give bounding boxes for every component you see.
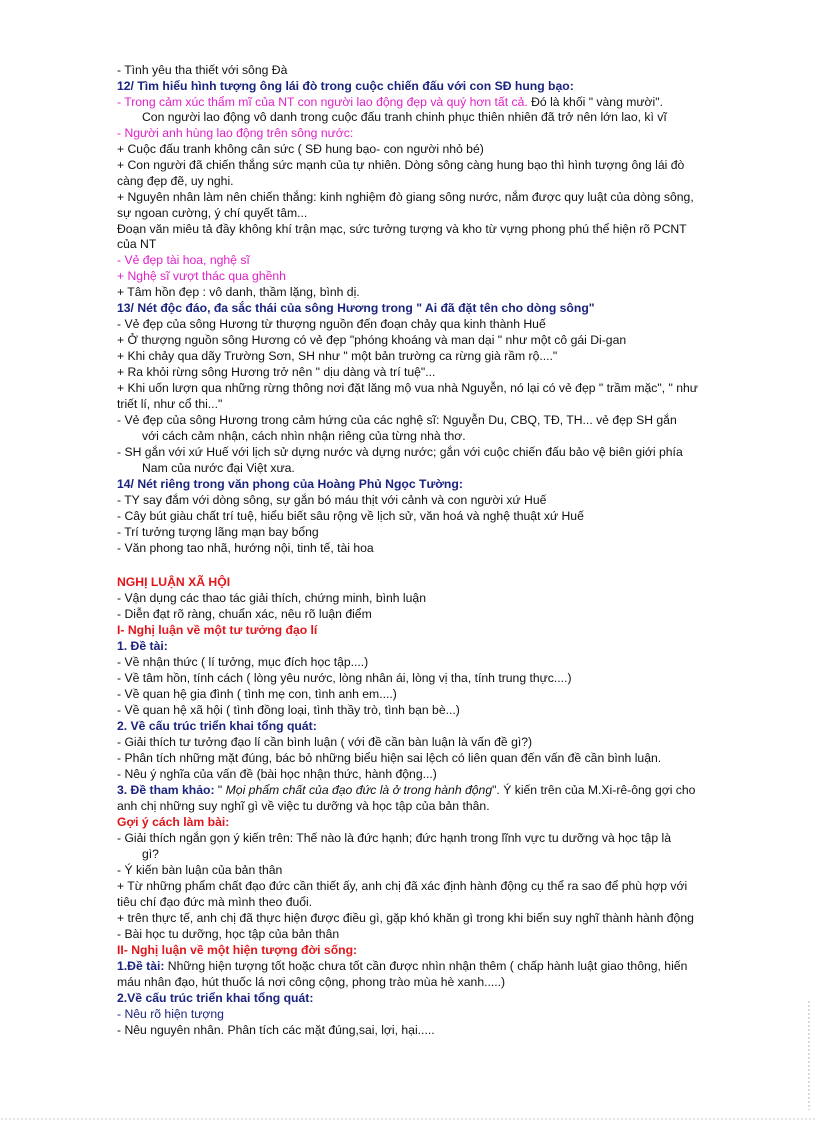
text-line: - Người anh hùng lao động trên sông nước:: [117, 126, 354, 140]
text-line: Đoạn văn miêu tả đầy không khí trận mạc, sức tưởng tượng và kho từ vựng phong phú thể hiện rõ PCNT: [117, 222, 687, 236]
text-line: + Khi uốn lượn qua những rừng thông nơi đặt lăng mộ vua nhà Nguyễn, nó lại có vẻ đẹp " trầm mặc", " như: [117, 381, 698, 395]
text-line: - TY say đắm với dòng sông, sự gắn bó máu thịt với cảnh và con người xứ Huế: [117, 493, 547, 507]
text-line: - Trong cảm xúc thẩm mĩ của NT con người lao động đẹp và quý hơn tất cả. Đó là khối " vàng mười".: [117, 95, 663, 109]
text-line: 14/ Nét riêng trong văn phong của Hoàng Phủ Ngọc Tường:: [117, 477, 463, 491]
text-line: - Giải thích tư tưởng đạo lí cần bình luận ( với đề cần bàn luận là vấn đề gì?): [117, 735, 533, 749]
text-line: - Về tâm hồn, tính cách ( lòng yêu nước, lòng nhân ái, lòng vị tha, tính trung thực....): [117, 671, 572, 685]
text-line: - SH gắn với xứ Huế với lịch sử dựng nước và dựng nước; gắn với cuộc chiến đấu bảo vệ biên giới phía: [117, 445, 683, 459]
text-line: - Nêu ý nghĩa của vấn đề (bài học nhận thức, hành động...): [117, 767, 437, 781]
text-line: 3. Đề tham khảo: " Mọi phẩm chất của đạo đức là ở trong hành động". Ý kiến trên của M.Xi-rê-ông gợi cho: [117, 783, 696, 797]
text-line: 2. Về cấu trúc triển khai tổng quát:: [117, 719, 317, 733]
text-line: - Nêu rõ hiện tượng: [117, 1007, 224, 1021]
text-line: + Ra khỏi rừng sông Hương trở nên " dịu dàng và trí tuệ"...: [117, 365, 436, 379]
text-line: - Phân tích những mặt đúng, bác bỏ những biểu hiện sai lệch có liên quan đến vấn đề cần bình luận.: [117, 751, 662, 765]
text-line: I- Nghị luận về một tư tưởng đạo lí: [117, 623, 318, 637]
text-line: - Về quan hệ gia đình ( tình mẹ con, tình anh em....): [117, 687, 397, 701]
text-line: NGHỊ LUẬN XÃ HỘI: [117, 575, 231, 589]
text-line: sự ngoan cường, ý chí quyết tâm...: [117, 206, 308, 220]
text-line: II- Nghị luận về một hiện tượng đời sống:: [117, 943, 358, 957]
text-line: 1. Đề tài:: [117, 639, 168, 653]
text-line: - Ý kiến bàn luận của bản thân: [117, 863, 283, 877]
text-line: càng đẹp đẽ, uy nghi.: [117, 174, 234, 188]
text-line: - Vận dụng các thao tác giải thích, chứng minh, bình luận: [117, 591, 426, 605]
text-line: - Trí tưởng tượng lãng mạn bay bổng: [117, 525, 319, 539]
text-line: + Khi chảy qua dãy Trường Sơn, SH như " một bản trường ca rừng già rầm rộ....": [117, 349, 558, 363]
text-line: + Nghệ sĩ vượt thác qua ghềnh: [117, 269, 286, 283]
text-line: máu nhân đạo, hút thuốc lá nơi công cộng, phong trào mùa hè xanh.....): [117, 975, 506, 989]
text-line: - Nêu nguyên nhân. Phân tích các mặt đúng,sai, lợi, hại.....: [117, 1023, 435, 1037]
text-line: Nam của nước đại Việt xưa.: [142, 461, 295, 475]
text-line: với cách cảm nhận, cách nhìn nhận riêng của từng nhà thơ.: [142, 429, 466, 443]
text-line: - Vẻ đẹp của sông Hương trong cảm hứng của các nghệ sĩ: Nguyễn Du, CBQ, TĐ, TH... vẻ đẹp SH gắn: [117, 413, 677, 427]
text-line: + Nguyên nhân làm nên chiến thắng: kinh nghiệm đò giang sông nước, nắm được quy luật của dòng sông,: [117, 190, 694, 204]
text-line: - Vẻ đẹp tài hoa, nghệ sĩ: [117, 253, 250, 267]
text-line: + Ở thượng nguồn sông Hương có vẻ đẹp "phóng khoáng và man dại " như một cô gái Di-gan: [117, 333, 627, 347]
text-line: - Về nhận thức ( lí tưởng, mục đích học tập....): [117, 655, 369, 669]
text-line: 2.Về cấu trúc triển khai tổng quát:: [117, 991, 314, 1005]
text-line: - Tình yêu tha thiết với sông Đà: [117, 63, 288, 77]
text-line: + Cuộc đấu tranh không cân sức ( SĐ hung bạo- con người nhỏ bé): [117, 142, 484, 156]
text-line: 13/ Nét độc đáo, đa sắc thái của sông Hương trong " Ai đã đặt tên cho dòng sông": [117, 301, 595, 315]
right-dotted-rule: [808, 1000, 810, 1110]
footer-dotted-rule: [0, 1118, 816, 1120]
text-line: triết lí, như cổ thi...": [117, 397, 223, 411]
text-line: + Tâm hồn đẹp : vô danh, thầm lặng, bình dị.: [117, 285, 360, 299]
text-line: - Về quan hệ xã hội ( tình đồng loại, tình thầy trò, tình bạn bè...): [117, 703, 460, 717]
text-line: + trên thực tế, anh chị đã thực hiện được điều gì, gặp khó khăn gì trong khi biến suy nghĩ thành hành động: [117, 911, 694, 925]
text-line: gì?: [142, 847, 159, 861]
text-line: + Từ những phẩm chất đạo đức cần thiết ấy, anh chị đã xác định hành động cụ thể ra sao để phù hợp với: [117, 879, 688, 893]
text-line: 12/ Tìm hiểu hình tượng ông lái đò trong cuộc chiến đấu với con SĐ hung bạo:: [117, 79, 574, 93]
text-line: Gợi ý cách làm bài:: [117, 815, 230, 829]
text-line: + Con người đã chiến thắng sức mạnh của tự nhiên. Dòng sông càng hung bạo thì hình tượng ông lái đò: [117, 158, 685, 172]
text-line: - Văn phong tao nhã, hướng nội, tinh tế, tài hoa: [117, 541, 374, 555]
text-line: - Diễn đạt rõ ràng, chuẩn xác, nêu rõ luận điểm: [117, 607, 372, 621]
text-line: - Bài học tu dưỡng, học tập của bản thân: [117, 927, 340, 941]
text-line: - Cây bút giàu chất trí tuệ, hiểu biết sâu rộng về lịch sử, văn hoá và nghệ thuật xứ Huế: [117, 509, 584, 523]
text-line: 1.Đề tài: Những hiện tượng tốt hoặc chưa tốt cần được nhìn nhận thêm ( chấp hành luật giao thông, hiến: [117, 959, 688, 973]
text-line: - Giải thích ngắn gọn ý kiến trên: Thế nào là đức hạnh; đức hạnh trong lĩnh vực tu dưỡng và học tập là: [117, 831, 671, 845]
text-line: của NT: [117, 237, 157, 251]
text-line: - Vẻ đẹp của sông Hương từ thượng nguồn đến đoạn chảy qua kinh thành Huế: [117, 317, 546, 331]
text-line: tiêu chí đạo đức mà mình theo đuổi.: [117, 895, 313, 909]
text-line: Con người lao động vô danh trong cuộc đấu tranh chinh phục thiên nhiên đã trở nên lớn lao, kì vĩ: [142, 110, 667, 124]
text-line: anh chị những suy nghĩ gì về việc tu dưỡng và học tập của bản thân.: [117, 799, 490, 813]
